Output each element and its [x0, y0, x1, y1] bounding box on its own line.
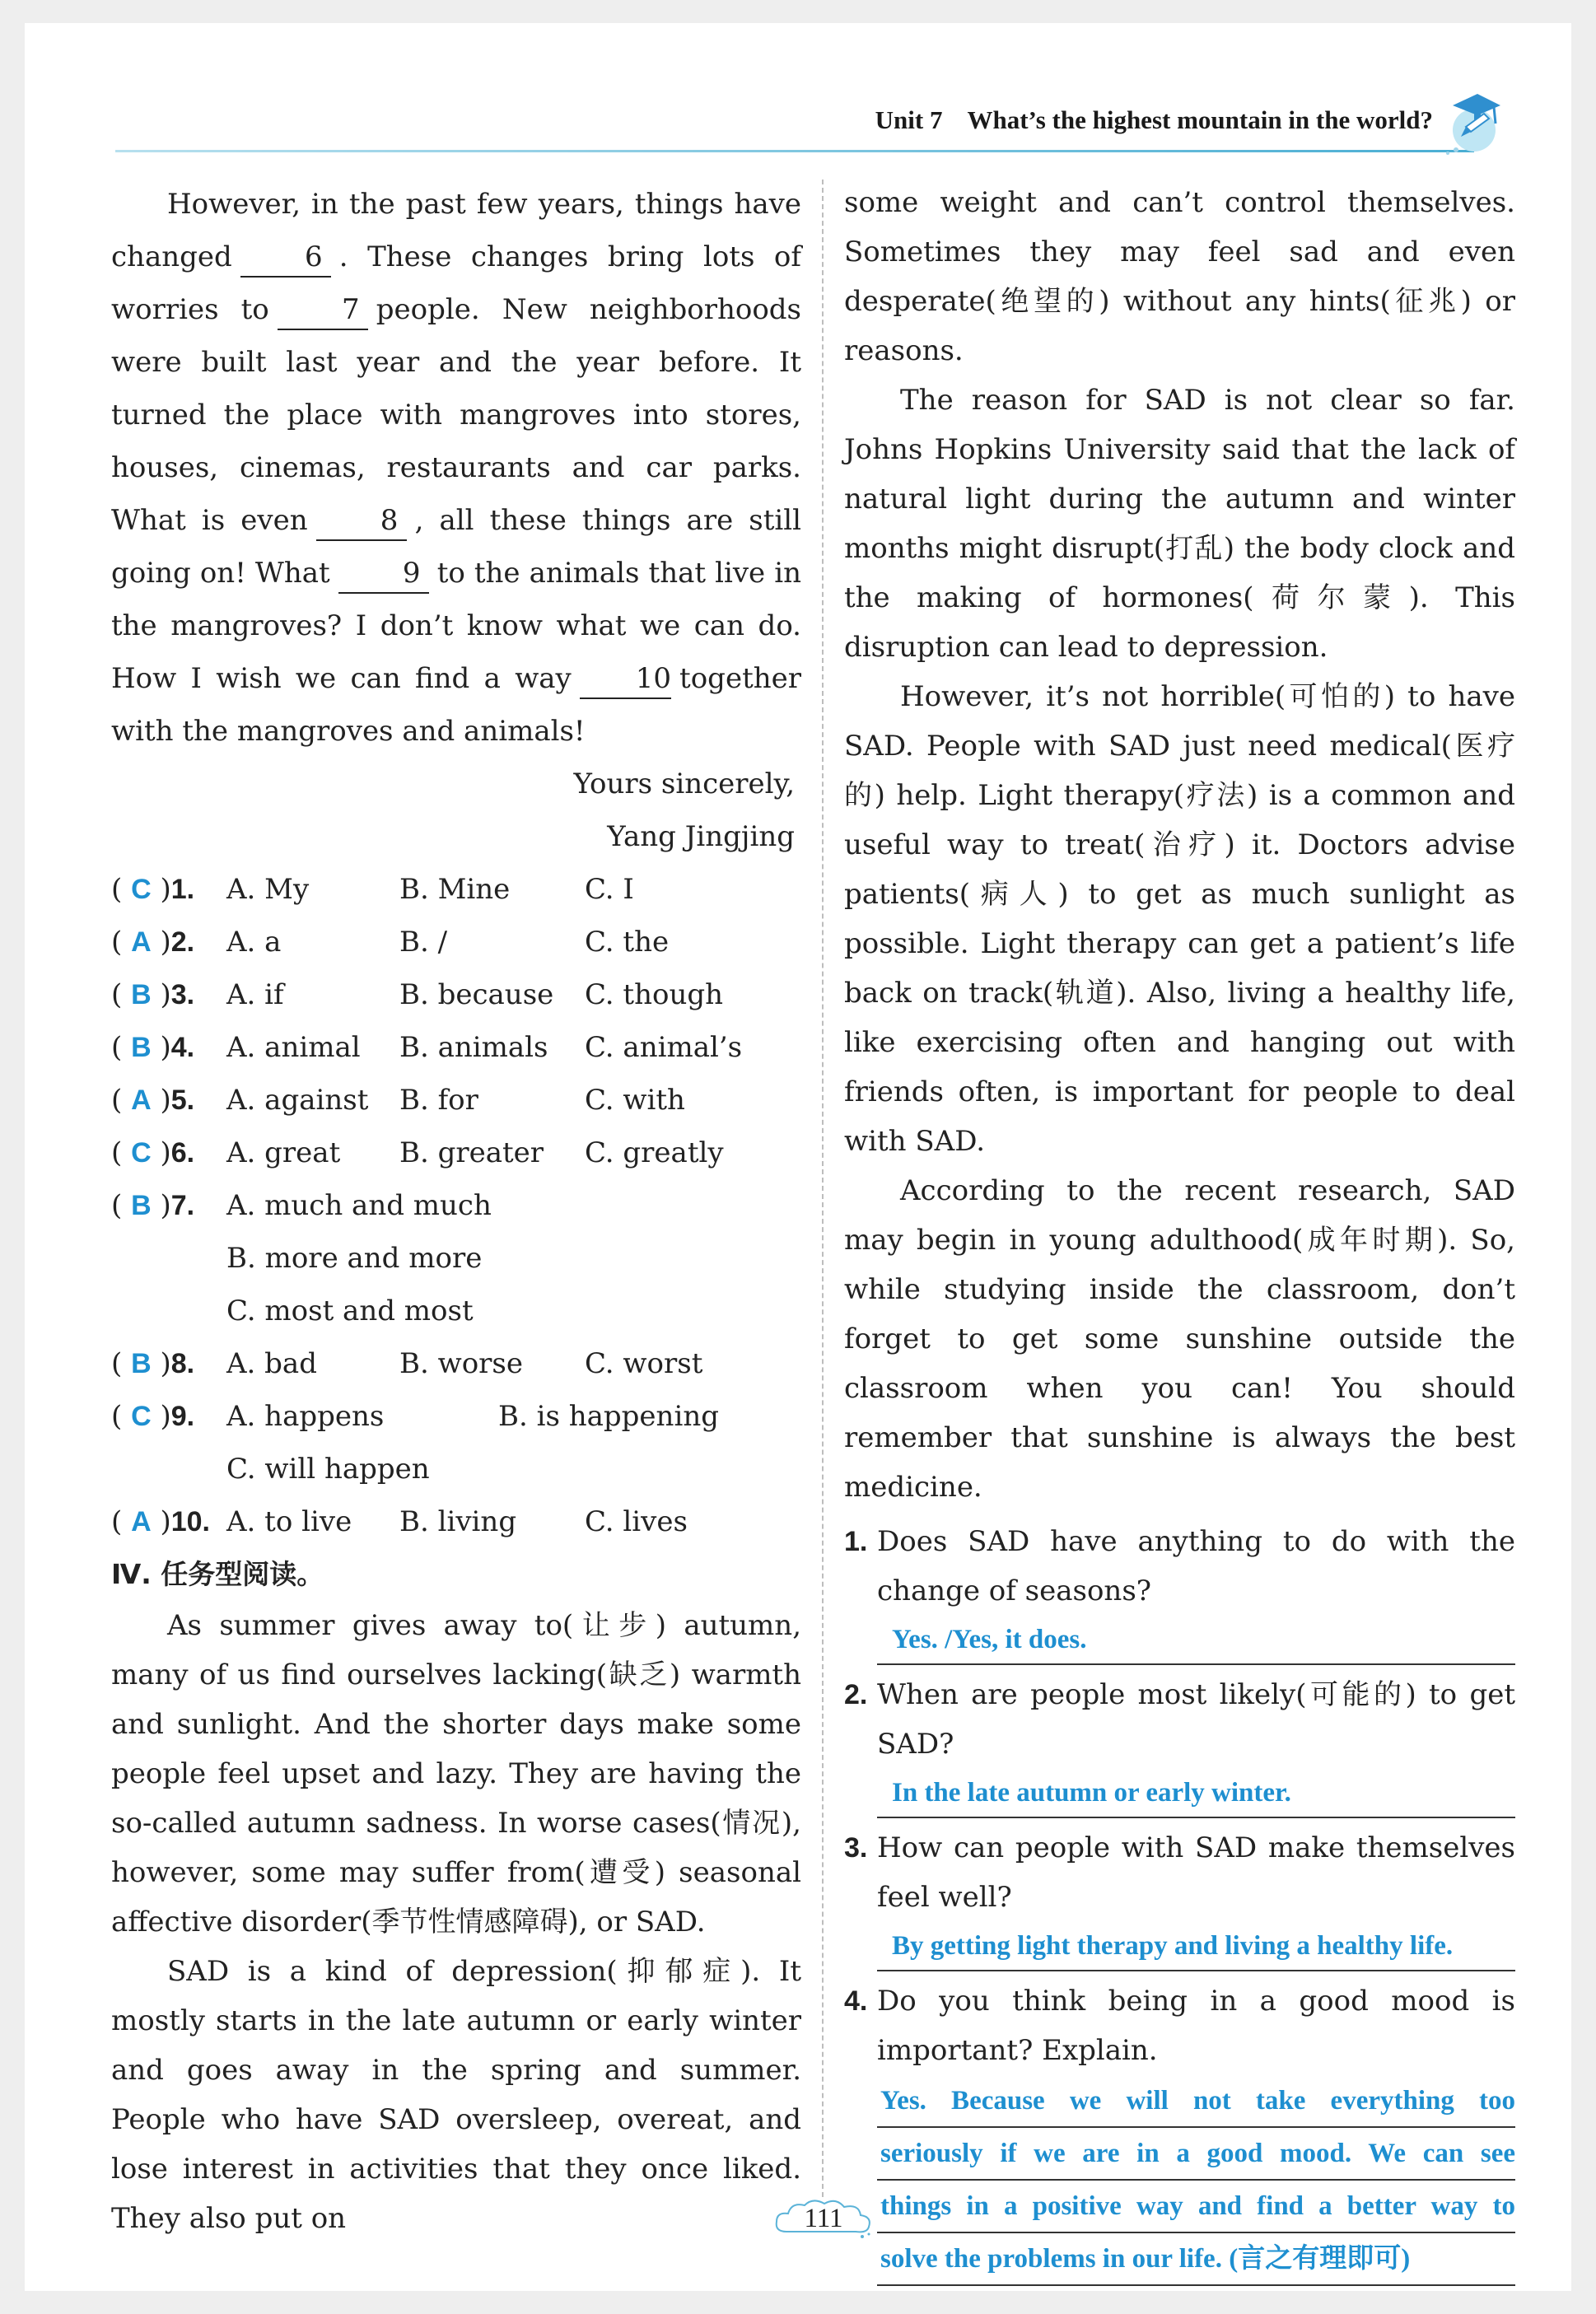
- option-b: B. for: [399, 1084, 478, 1117]
- answer-letter: C: [131, 1137, 152, 1169]
- question-text: When are people most likely(可能的) to get SAD?: [877, 1678, 1515, 1761]
- answer-line: solve the problems in our life. (言之有理即可): [877, 2233, 1515, 2286]
- letter-closing: Yours sincerely,: [573, 767, 795, 800]
- passage-text: . These changes bring lots of worries to: [111, 240, 801, 326]
- blank-8: 8: [316, 502, 407, 541]
- choice-question: ( C )1. A. My B. Mine C. I: [111, 863, 801, 916]
- option-b: B. Mine: [399, 873, 511, 906]
- question-item: [844, 1670, 1515, 1818]
- question-text: How can people with SAD make themselves feel well?: [877, 1831, 1515, 1914]
- answer-letter: C: [131, 874, 152, 905]
- option-a: A. if: [226, 978, 284, 1011]
- option-c: C. I: [585, 873, 634, 906]
- letter-paragraph: [111, 178, 801, 758]
- answer-line: seriously if we are in a good mood. We can see: [877, 2128, 1515, 2181]
- choice-question: ( B )3. A. if B. because C. though: [111, 968, 801, 1021]
- letter-signature: Yang Jingjing: [607, 820, 795, 853]
- option-b: B. is happening: [498, 1400, 719, 1433]
- reading-paragraph: some weight and can’t control themselves. Sometimes they may feel sad and even desperate(绝望的) without any hints(征兆) or reasons.: [844, 186, 1515, 367]
- question-item: [844, 1823, 1515, 1971]
- choice-question: ( C )6. A. great B. greater C. greatly: [111, 1127, 801, 1179]
- question-number: 6.: [170, 1137, 195, 1169]
- option-a: A. to live: [226, 1505, 352, 1538]
- question-number: 1.: [844, 1526, 868, 1557]
- option-c: C. will happen: [226, 1453, 430, 1486]
- answer-letter: B: [131, 1348, 152, 1379]
- header-rule: [115, 150, 1474, 152]
- option-a: A. much and much: [226, 1189, 492, 1222]
- option-b: B. because: [399, 978, 554, 1011]
- answer-letter: A: [131, 1506, 152, 1537]
- question-number: 3.: [170, 979, 195, 1010]
- option-c: C. though: [585, 978, 724, 1011]
- option-c: C. most and most: [226, 1295, 474, 1327]
- question-number: 4.: [170, 1032, 195, 1063]
- page-number-text: 111: [804, 2204, 843, 2233]
- option-c: C. worst: [585, 1347, 703, 1380]
- option-a: A. happens: [226, 1400, 385, 1433]
- left-column: [111, 178, 801, 2243]
- passage-text: people. New neighborhoods were built last year and the year before. It turned the place with mangroves into stores, houses, cinemas, restaurants and car parks. What is even: [111, 293, 801, 537]
- question-text: Do you think being in a good mood is important? Explain.: [877, 1985, 1515, 2067]
- question-number: 2.: [170, 926, 195, 958]
- section-title: Ⅳ. 任务型阅读。: [111, 1558, 324, 1590]
- choice-question: ( B )7. A. much and much: [111, 1179, 801, 1232]
- reading-paragraph: The reason for SAD is not clear so far. Johns Hopkins University said that the lack of natural light during the autumn and winter months might disrupt(打乱) the body clock and the making of hormones(荷尔蒙). This disruption can lead to depression.: [844, 384, 1515, 664]
- choice-question: ( A )10. A. to live B. living C. lives: [111, 1495, 801, 1548]
- reading-paragraph: According to the recent research, SAD may begin in young adulthood(成年时期). So, while studying inside the classroom, don’t forget to get some sunshine outside the classroom when you can! You should remember that sunshine is always the best medicine.: [844, 1174, 1515, 1504]
- workbook-page: [25, 23, 1571, 2291]
- option-c: C. animal’s: [585, 1031, 743, 1064]
- unit-title: [875, 105, 1433, 135]
- answer-letter: B: [131, 979, 152, 1010]
- option-a: A. against: [226, 1084, 369, 1117]
- passage-text: to the animals that live in the mangroves? I don’t know what we can do. How I wish we can find a way: [111, 557, 801, 695]
- right-column: [844, 178, 1515, 2286]
- answer-line: things in a positive way and find a better way to: [877, 2181, 1515, 2233]
- option-b: B. animals: [399, 1031, 548, 1064]
- choice-question: ( A )5. A. against B. for C. with: [111, 1074, 801, 1127]
- choice-question: ( B )8. A. bad B. worse C. worst: [111, 1337, 801, 1390]
- answer-letter: A: [131, 1085, 152, 1116]
- answer-text: In the late autumn or early winter.: [877, 1769, 1515, 1818]
- choice-question: ( C )9. A. happens B. is happening: [111, 1390, 801, 1443]
- option-b: B. worse: [399, 1347, 523, 1380]
- option-c: C. with: [585, 1084, 685, 1117]
- question-number: 2.: [844, 1679, 868, 1710]
- option-b: B. more and more: [226, 1242, 483, 1275]
- graduation-cap-pencil-icon: [1441, 81, 1507, 160]
- question-number: 7.: [170, 1190, 195, 1221]
- passage-text: together with the mangroves and animals!: [111, 662, 801, 748]
- option-c: C. greatly: [585, 1136, 724, 1169]
- option-a: A. bad: [226, 1347, 317, 1380]
- answer-line: Yes. Because we will not take everything too: [877, 2075, 1515, 2128]
- column-divider: [822, 180, 824, 2197]
- answer-text: By getting light therapy and living a healthy life.: [877, 1922, 1515, 1971]
- answer-text-block: [877, 2075, 1515, 2286]
- passage-text: , all these things are still going on! What: [111, 504, 801, 590]
- blank-6: 6: [240, 238, 331, 278]
- question-item: [844, 1517, 1515, 1665]
- reading-paragraph: However, it’s not horrible(可怕的) to have SAD. People with SAD just need medical(医疗的) help. Light therapy(疗法) is a common and useful way to treat(治疗) it. Doctors advise patients(病人) to get as much sunlight as possible. Light therapy can get a patient’s life back on track(轨道). Also, living a healthy life, like exercising often and hanging out with friends often, is important for people to deal with SAD.: [844, 680, 1515, 1158]
- blank-9: 9: [338, 554, 429, 594]
- answer-letter: A: [131, 926, 152, 958]
- choice-question: ( B )4. A. animal B. animals C. animal’s: [111, 1021, 801, 1074]
- option-b: B. greater: [399, 1136, 544, 1169]
- reading-paragraph: As summer gives away to(让步) autumn, many of us find ourselves lacking(缺乏) warmth and sunlight. And the shorter days make some people feel upset and lazy. They are having the so-called autumn sadness. In worse cases(情况), however, some may suffer from(遭受) seasonal affective disorder(季节性情感障碍), or SAD.: [111, 1609, 801, 1938]
- question-number: 1.: [170, 874, 195, 905]
- question-number: 4.: [844, 1985, 868, 2017]
- question-text: Does SAD have anything to do with the change of seasons?: [877, 1525, 1515, 1607]
- option-b: B. /: [399, 926, 448, 959]
- answer-text: Yes. /Yes, it does.: [877, 1616, 1515, 1665]
- answer-letter: B: [131, 1190, 152, 1221]
- blank-10: 10: [580, 660, 671, 699]
- option-b: B. living: [399, 1505, 517, 1538]
- option-c: C. lives: [585, 1505, 688, 1538]
- question-number: 9.: [170, 1401, 195, 1432]
- blank-7: 7: [278, 291, 368, 330]
- option-a: A. a: [226, 926, 282, 959]
- option-a: A. My: [226, 873, 310, 906]
- unit-label: Unit 7: [875, 105, 943, 134]
- answer-letter: C: [131, 1401, 152, 1432]
- option-a: A. animal: [226, 1031, 361, 1064]
- option-a: A. great: [226, 1136, 341, 1169]
- passage-text: However, in the past few years, things have changed: [111, 188, 801, 273]
- question-number: 5.: [170, 1085, 195, 1116]
- reading-paragraph: SAD is a kind of depression(抑郁症). It mostly starts in the late autumn or early winter and goes away in the spring and summer. People who have SAD oversleep, overeat, and lose interest in activities that they once liked. They also put on: [111, 1955, 801, 2235]
- question-number: 3.: [844, 1832, 868, 1864]
- question-number: 10.: [170, 1506, 210, 1537]
- option-c: C. the: [585, 926, 670, 959]
- question-number: 8.: [170, 1348, 195, 1379]
- unit-heading: What’s the highest mountain in the world?: [967, 105, 1433, 134]
- choice-question: ( A )2. A. a B. / C. the: [111, 916, 801, 968]
- question-item: [844, 1976, 1515, 2286]
- answer-letter: B: [131, 1032, 152, 1063]
- page-number: [770, 2195, 877, 2242]
- page-header: [115, 81, 1507, 163]
